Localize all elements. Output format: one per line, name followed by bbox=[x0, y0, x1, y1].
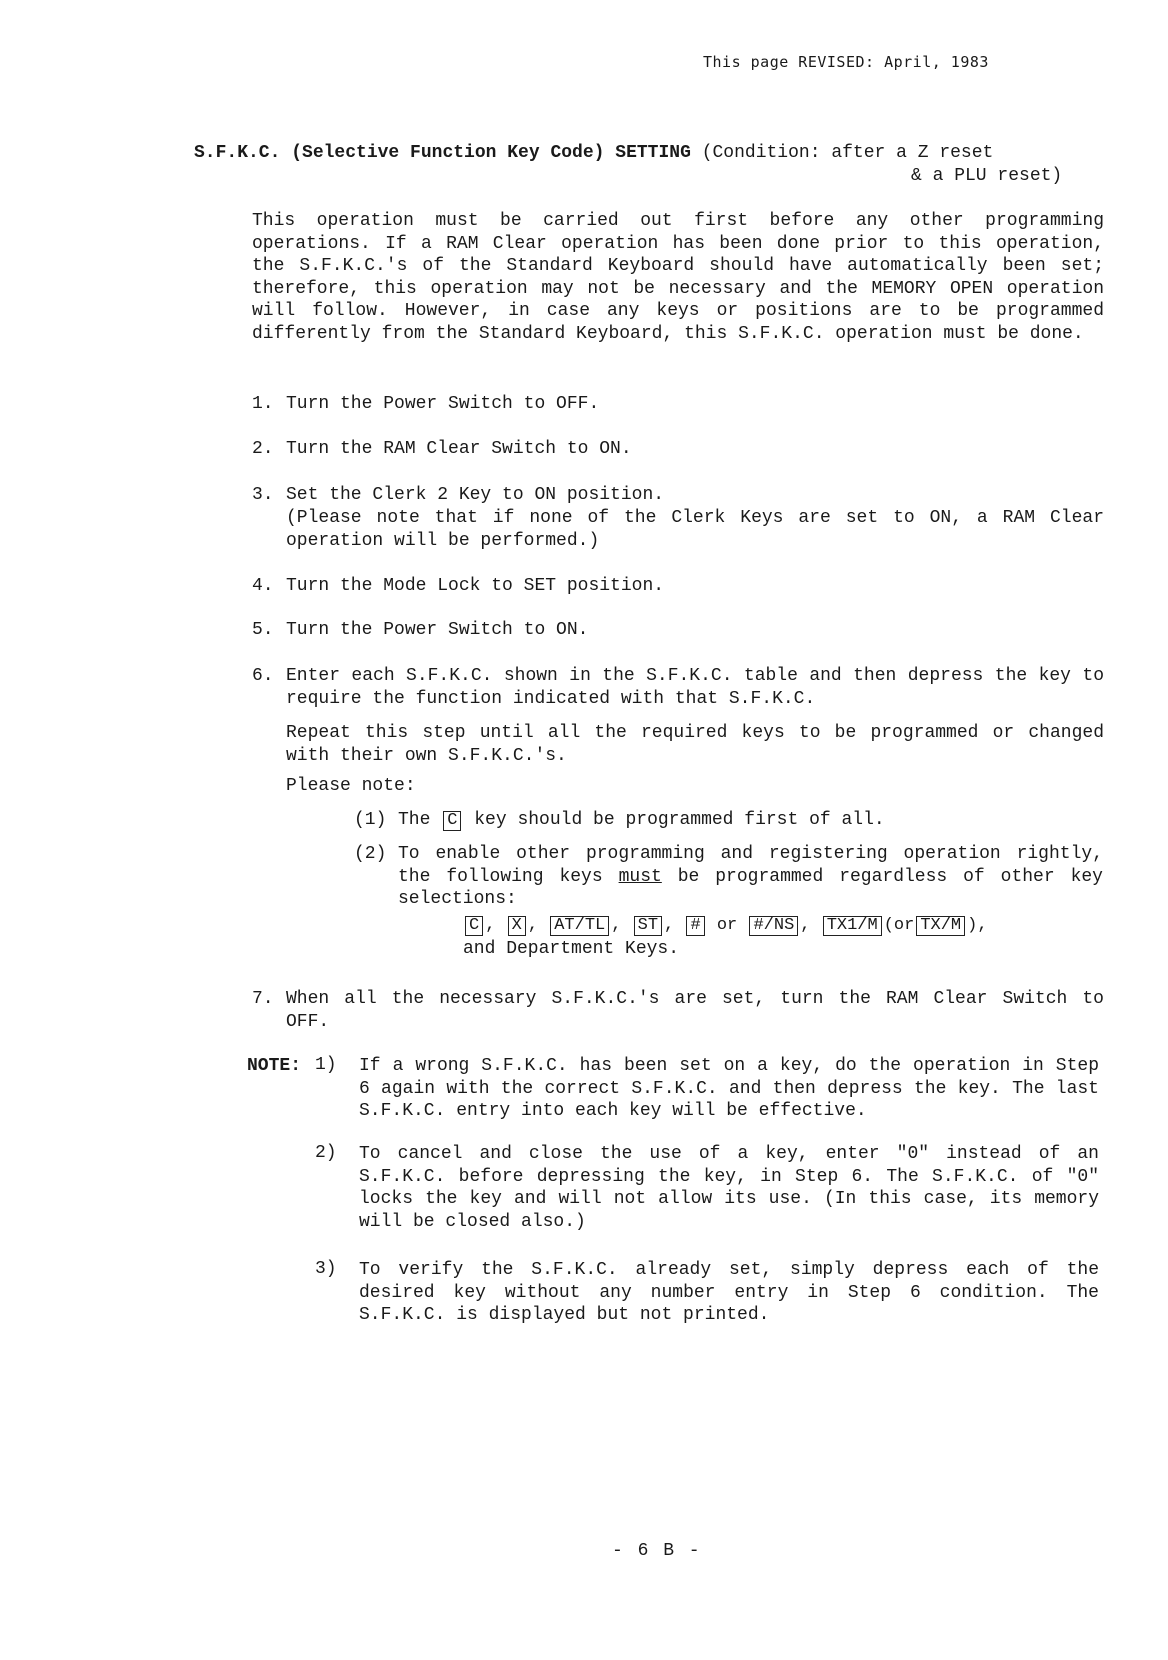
note-text: If a wrong S.F.K.C. has been set on a key, do the operation in Step 6 again with the correct S.F.K.C. and then depress the key. The last S.F.K.C. entry into each key will be effective. bbox=[359, 1056, 1099, 1121]
step-text: Enter each S.F.K.C. shown in the S.F.K.C. table and then depress the key to require the function indicated with that S.F.K.C. bbox=[286, 666, 1104, 709]
step-number: 1. bbox=[252, 394, 274, 414]
key-at-tl-icon: AT/TL bbox=[550, 916, 609, 936]
separator: , bbox=[800, 916, 811, 935]
step-3 bbox=[252, 484, 1104, 554]
step-number: 4. bbox=[252, 576, 274, 596]
section-heading bbox=[194, 142, 1084, 186]
step-6 bbox=[252, 665, 1104, 965]
step-text: Turn the Mode Lock to SET position. bbox=[286, 576, 665, 596]
note-text: To verify the S.F.K.C. already set, simply depress each of the desired key without any number entry in Step 6 condition. The S.F.K.C. is displayed but not printed. bbox=[359, 1260, 1099, 1325]
step-number: 2. bbox=[252, 439, 274, 459]
step-subnote: (Please note that if none of the Clerk Keys are set to ON, a RAM Clear operation will be performed.) bbox=[286, 508, 1104, 551]
step6-note-2 bbox=[354, 843, 1104, 913]
separator: , bbox=[611, 916, 622, 935]
key-number-icon: # bbox=[686, 916, 704, 936]
step-5 bbox=[252, 619, 1104, 643]
step-text: Set the Clerk 2 Key to ON position. bbox=[286, 485, 665, 505]
heading-condition-2: & a PLU reset) bbox=[911, 166, 1063, 186]
keys-tail: and Department Keys. bbox=[463, 939, 680, 959]
step-text: Turn the RAM Clear Switch to ON. bbox=[286, 439, 632, 459]
note-text bbox=[398, 809, 1103, 832]
note-text-post: be programmed regardless of other key selections: bbox=[398, 866, 1103, 909]
step-text: Turn the Power Switch to OFF. bbox=[286, 394, 600, 414]
step-text: Turn the Power Switch to ON. bbox=[286, 620, 589, 640]
separator-paren-close: ), bbox=[967, 916, 988, 935]
emphasis-must: must bbox=[618, 866, 662, 887]
required-keys-list bbox=[463, 915, 1113, 938]
separator: , bbox=[485, 916, 496, 935]
note-text bbox=[398, 843, 1103, 911]
step-7 bbox=[252, 988, 1104, 1036]
step-text: When all the necessary S.F.K.C.'s are set, turn the RAM Clear Switch to OFF. bbox=[286, 989, 1104, 1032]
key-tx1-m-icon: TX1/M bbox=[823, 916, 882, 936]
please-note-label: Please note: bbox=[286, 776, 416, 796]
separator-or: or bbox=[716, 916, 738, 935]
note-number: 2) bbox=[315, 1143, 337, 1163]
separator: , bbox=[664, 916, 675, 935]
key-tx-m-icon: TX/M bbox=[916, 916, 965, 936]
step-number: 6. bbox=[252, 666, 274, 686]
separator: , bbox=[527, 916, 539, 935]
heading-condition-1: (Condition: after a Z reset bbox=[690, 143, 994, 163]
note-3 bbox=[315, 1259, 1105, 1329]
note-number: 1) bbox=[315, 1055, 337, 1075]
note-text-pre: The bbox=[398, 810, 431, 830]
key-c-icon: C bbox=[443, 811, 461, 831]
step-number: 5. bbox=[252, 620, 274, 640]
note-text: To cancel and close the use of a key, enter "0" instead of an S.F.K.C. before depressing the key, in Step 6. The S.F.K.C. of "0" locks the key and will not allow its use. (In this case, its memory will be closed also.) bbox=[359, 1144, 1099, 1232]
separator-or-paren: (or bbox=[883, 916, 915, 935]
key-c-icon: C bbox=[465, 916, 483, 936]
step-4 bbox=[252, 575, 1104, 599]
key-x-icon: X bbox=[508, 916, 526, 936]
note-text-pre: To enable other programming and registering operation rightly, the following keys bbox=[398, 844, 1103, 887]
intro-paragraph: This operation must be carried out first before any other programming operations. If a RAM Clear operation has been done prior to this operation, the S.F.K.C.'s of the Standard Keyboard should have automatically been set; therefore, this operation may not be necessary and the MEMORY OPEN operation will follow. However, in case any keys or positions are to be programmed differently from the Standard Keyboard, this S.F.K.C. operation must be done. bbox=[252, 211, 1104, 344]
heading-title: S.F.K.C. (Selective Function Key Code) SETTING bbox=[194, 143, 691, 163]
note-number: 3) bbox=[315, 1259, 337, 1279]
page-number: - 6 B - bbox=[612, 1541, 702, 1561]
step-number: 3. bbox=[252, 485, 274, 505]
note-text-post: key should be programmed first of all. bbox=[474, 810, 885, 830]
step-1 bbox=[252, 393, 1104, 417]
note-label: NOTE: bbox=[247, 1056, 302, 1076]
note-2 bbox=[315, 1143, 1105, 1235]
step6-note-1 bbox=[354, 809, 1104, 833]
key-st-icon: ST bbox=[634, 916, 662, 936]
note-number: (2) bbox=[354, 844, 387, 864]
step-repeat: Repeat this step until all the required keys to be programmed or changed with their own S.F.K.C.'s. bbox=[286, 723, 1104, 766]
step-number: 7. bbox=[252, 989, 274, 1009]
revision-note: This page REVISED: April, 1983 bbox=[703, 53, 989, 71]
note-number: (1) bbox=[354, 810, 387, 830]
step-2 bbox=[252, 438, 1104, 462]
note-1 bbox=[315, 1055, 1105, 1125]
key-number-ns-icon: #/NS bbox=[749, 916, 798, 936]
